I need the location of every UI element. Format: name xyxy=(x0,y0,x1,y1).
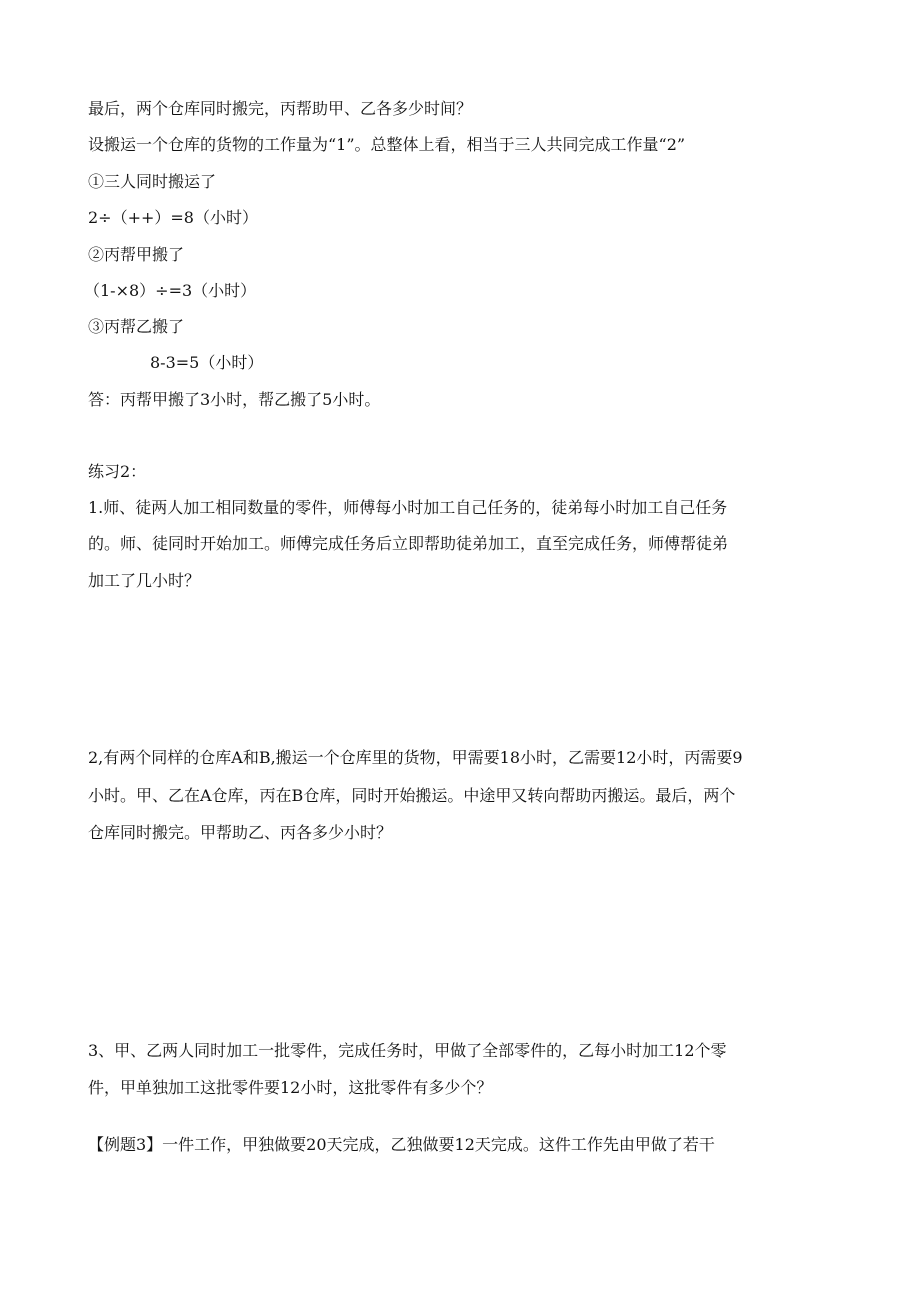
step2-calculation: （1-×8）÷=3（小时） xyxy=(84,281,257,300)
problem3-line-2: 件，甲单独加工这批零件要12小时，这批零件有多少个？ xyxy=(88,1078,493,1097)
problem3-line-1: 3、甲、乙两人同时加工一批零件，完成任务时，甲做了全部零件的，乙每小时加工12个零 xyxy=(88,1041,727,1060)
step1-calculation: 2÷（++）=8（小时） xyxy=(88,208,258,227)
step3-calculation: 8-3=5（小时） xyxy=(150,353,264,372)
problem2-line-1: 2,有两个同样的仓库A和B,搬运一个仓库里的货物，甲需要18小时，乙需要12小时，丙需要9 xyxy=(88,748,743,767)
problem2-line-3: 仓库同时搬完。甲帮助乙、丙各多少小时？ xyxy=(88,823,393,842)
example3-line: 【例题3】一件工作，甲独做要20天完成，乙独做要12天完成。这件工作先由甲做了若干 xyxy=(88,1135,715,1154)
practice-heading: 练习2： xyxy=(88,462,147,481)
problem1-line-2: 的。师、徒同时开始加工。师傅完成任务后立即帮助徒弟加工，直至完成任务，师傅帮徒弟 xyxy=(88,534,729,553)
problem1-line-3: 加工了几小时？ xyxy=(88,571,201,590)
step3-label: ③丙帮乙搬了 xyxy=(88,317,185,336)
answer-line: 答：丙帮甲搬了3小时，帮乙搬了5小时。 xyxy=(88,390,381,409)
problem1-line-1: 1.师、徒两人加工相同数量的零件，师傅每小时加工自己任务的，徒弟每小时加工自己任务 xyxy=(88,498,728,517)
step2-label: ②丙帮甲搬了 xyxy=(88,245,185,264)
problem2-line-2: 小时。甲、乙在A仓库，丙在B仓库，同时开始搬运。中途甲又转向帮助丙搬运。最后，两个 xyxy=(88,786,736,805)
solution-setup-line: 设搬运一个仓库的货物的工作量为“1”。总整体上看，相当于三人共同完成工作量“2” xyxy=(88,135,686,154)
step1-label: ①三人同时搬运了 xyxy=(88,172,217,191)
solution-question-line: 最后，两个仓库同时搬完，丙帮助甲、乙各多少时间？ xyxy=(88,99,473,118)
